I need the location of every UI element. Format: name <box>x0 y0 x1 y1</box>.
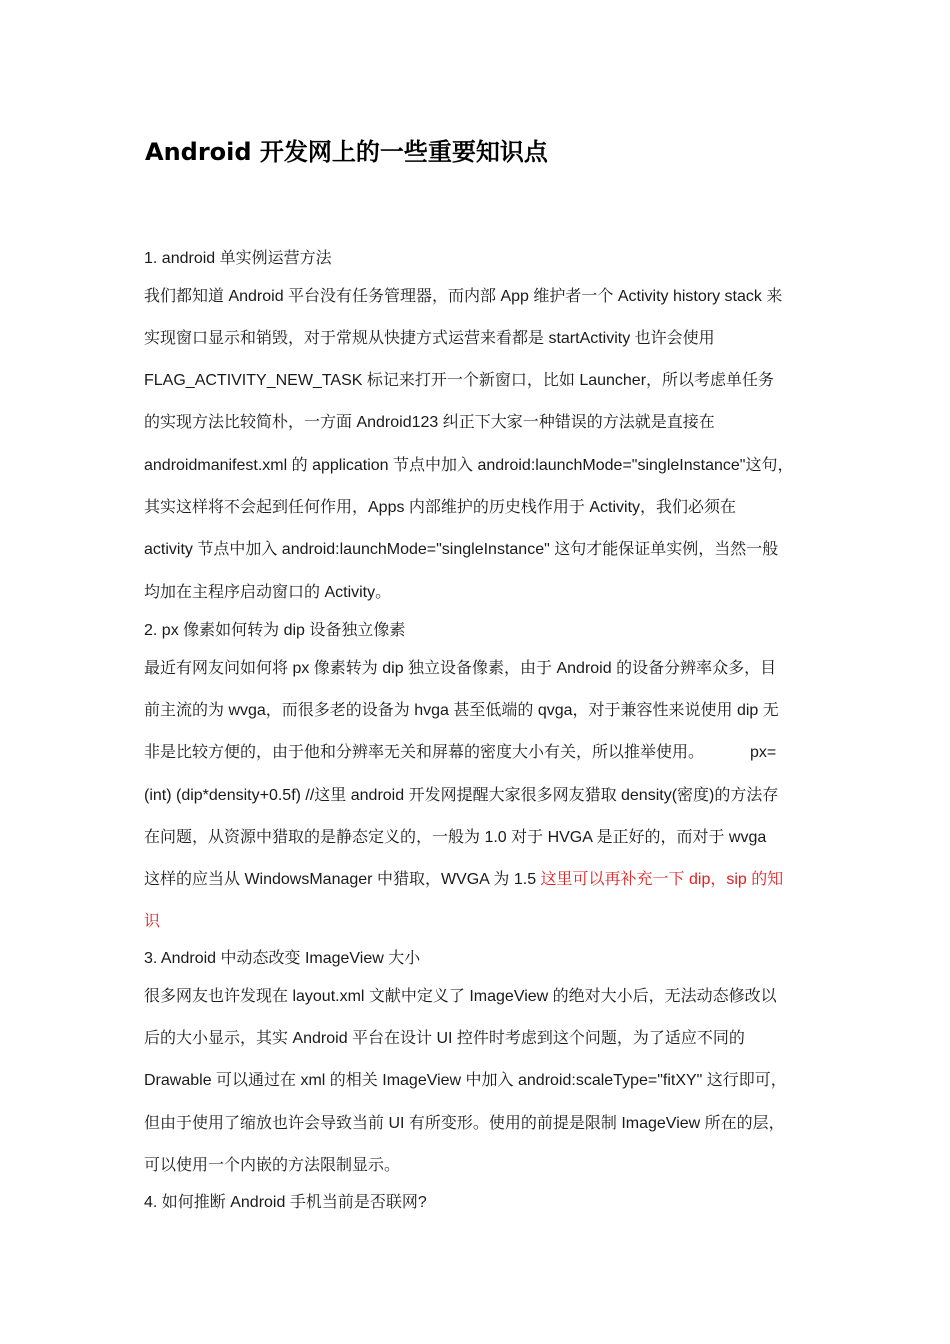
paragraph-line: 其实这样将不会起到任何作用，Apps 内部维护的历史栈作用于 Activity，我们必须在 <box>144 499 737 516</box>
paragraph-line: 我们都知道 Android 平台没有任务管理器，而内部 App 维护者一个 Activity history stack 来 <box>144 288 783 305</box>
paragraph-line: FLAG_ACTIVITY_NEW_TASK 标记来打开一个新窗口，比如 Launcher，所以考虑单任务 <box>144 372 775 389</box>
paragraph-line: activity 节点中加入 android:launchMode="singleInstance" 这句才能保证单实例，当然一般 <box>144 541 779 558</box>
paragraph-line: 均加在主程序启动窗口的 Activity。 <box>144 584 392 601</box>
paragraph-line: 在问题，从资源中猎取的是静态定义的，一般为 1.0 对于 HVGA 是正好的，而对于 wvga <box>144 829 767 846</box>
paragraph-line: 实现窗口显示和销毁，对于常规从快捷方式运营来看都是 startActivity 也许会使用 <box>144 330 715 347</box>
page-title: Android 开发网上的一些重要知识点 <box>145 138 548 166</box>
paragraph-line <box>144 743 776 763</box>
paragraph-text: 这样的应当从 WindowsManager 中猎取，WVGA 为 1.5 <box>144 871 541 888</box>
paragraph-line: 很多网友也许发现在 layout.xml 文献中定义了 ImageView 的绝对大小后，无法动态修改以 <box>144 988 777 1005</box>
paragraph-line: 前主流的为 wvga，而很多老的设备为 hvga 甚至低端的 qvga，对于兼容性来说使用 dip 无 <box>144 702 779 719</box>
paragraph-line: (int) (dip*density+0.5f) //这里 android 开发网提醒大家很多网友猎取 density(密度)的方法存 <box>144 787 779 804</box>
section-heading-4: 4. 如何推断 Android 手机当前是否联网? <box>144 1194 427 1211</box>
paragraph-line <box>144 870 783 890</box>
highlighted-note: 这里可以再补充一下 dip，sip 的知 <box>540 871 784 888</box>
paragraph-line: Drawable 可以通过在 xml 的相关 ImageView 中加入 android:scaleType="fitXY" 这行即可， <box>144 1072 787 1089</box>
paragraph-line: 最近有网友问如何将 px 像素转为 dip 独立设备像素，由于 Android 的设备分辨率众多，目 <box>144 660 777 677</box>
paragraph-line: 的实现方法比较简朴，一方面 Android123 纠正下大家一种错误的方法就是直接在 <box>144 414 715 431</box>
paragraph-text: px= <box>750 744 777 761</box>
paragraph-line: 可以使用一个内嵌的方法限制显示。 <box>144 1157 401 1174</box>
highlighted-note-continued: 识 <box>144 913 161 930</box>
section-heading-3: 3. Android 中动态改变 ImageView 大小 <box>144 950 421 967</box>
paragraph-line: 但由于使用了缩放也许会导致当前 UI 有所变形。使用的前提是限制 ImageView 所在的层， <box>144 1115 785 1132</box>
paragraph-text: 非是比较方便的，由于他和分辨率无关和屏幕的密度大小有关，所以推举使用。 <box>144 744 705 761</box>
section-heading-1: 1. android 单实例运营方法 <box>144 250 332 267</box>
section-heading-2: 2. px 像素如何转为 dip 设备独立像素 <box>144 622 406 639</box>
paragraph-line: 后的大小显示，其实 Android 平台在设计 UI 控件时考虑到这个问题，为了适应不同的 <box>144 1030 745 1047</box>
paragraph-line: androidmanifest.xml 的 application 节点中加入 android:launchMode="singleInstance"这句， <box>144 457 794 474</box>
